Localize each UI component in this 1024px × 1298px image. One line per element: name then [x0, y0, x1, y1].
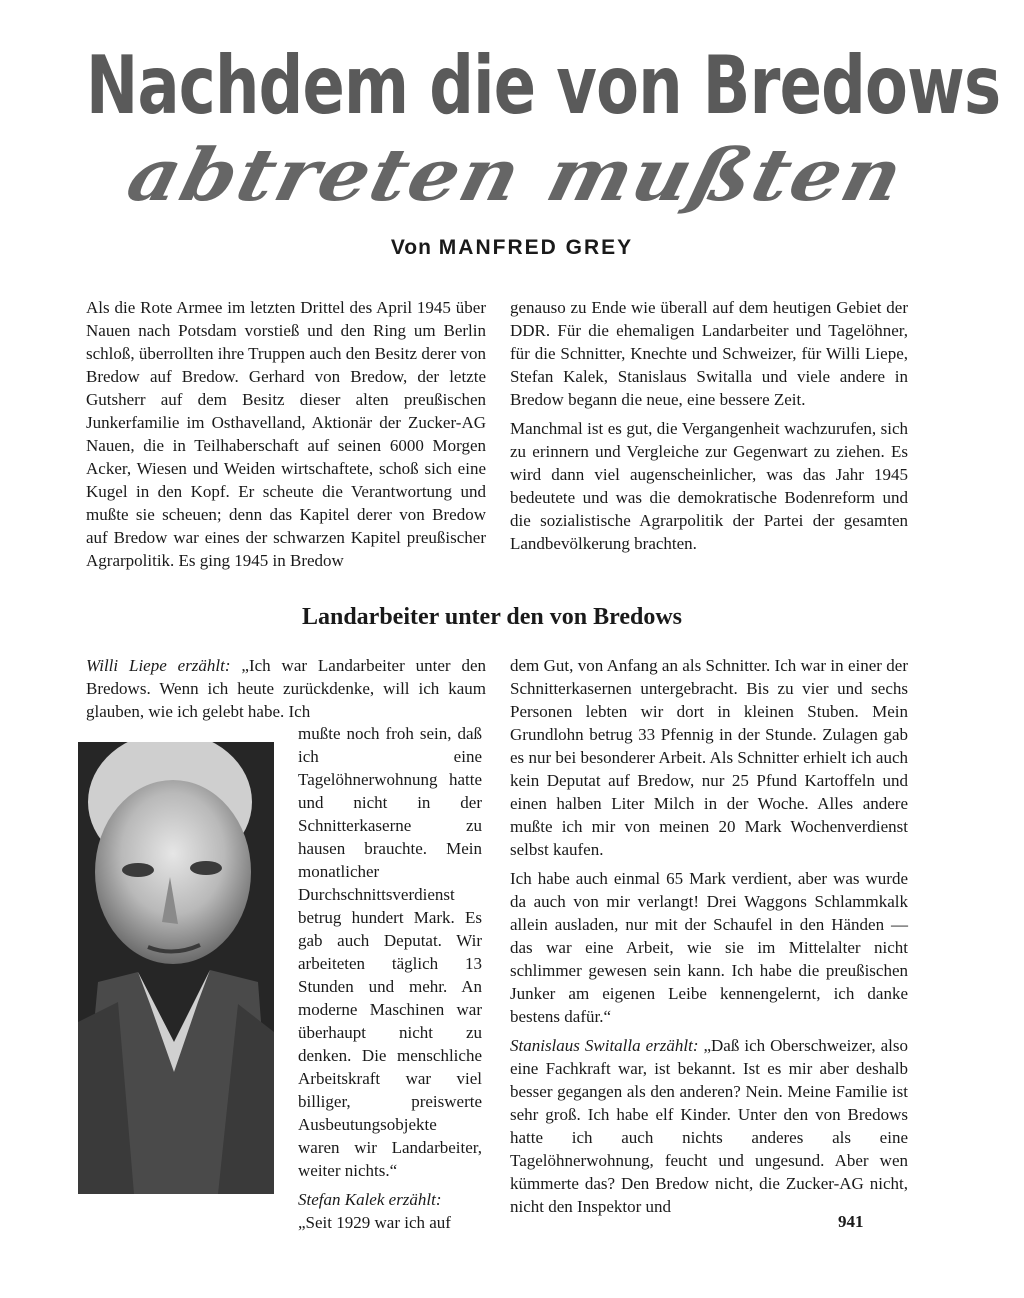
- speaker-name: Stanislaus Switalla erzählt:: [510, 1036, 699, 1055]
- page-number: 941: [838, 1212, 864, 1231]
- byline: [0, 236, 1024, 260]
- testimony-paragraph: dem Gut, von Anfang an als Schnitter. Ich war in einer der Schnitterkasernen untergebracht. Bis zu vier und sechs Personen lebten wir dort in kleinen Stuben. Mein Grundlohn betrug 33 Pfennig in der Stunde. Zulagen gab es nur bei besonderer Arbeit. Als Schnitter erhielt ich auch kein Deputat auf Bredow, nur 25 Pfund Kartoffeln und einen halben Liter Milch in der Woche. Alles andere mußte ich mir von meinen 20 Mark Wochenverdienst selbst kaufen.: [510, 656, 908, 859]
- section-left-top: [86, 654, 486, 729]
- intro-paragraph: Als die Rote Armee im letzten Drittel des April 1945 über Nauen nach Potsdam vorstieß und den Ring um Berlin schloß, überrollten ihre Truppen auch den Besitz derer von Bredow auf Bredow. Gerhard von Bredow, der letzte Gutsherr auf dem Besitz dieser alten preußischen Junkerfamilie im Osthavelland, Aktionär der Zucker-AG Nauen, die in Teilhaberschaft auf seinen 6000 Morgen Acker, Wiesen und Weiden wirtschaftete, schoß sich eine Kugel in den Kopf. Er scheute die Verantwortung und mußte sie scheuen; denn das Kapitel derer von Bredow auf Bredow war eines der schwarzen Kapitel preußischer Agrarpolitik. Es ging 1945 in Bredow: [86, 298, 486, 570]
- testimony-paragraph: Ich habe auch einmal 65 Mark verdient, aber was wurde da auch von mir verlangt! Drei Waggons Schlammkalk allein ausladen, nur mit der Schaufel in den Händen — das war eine Arbeit, wie sie im Mittelalter nicht schlimmer gewesen sein kann. Ich habe die preußischen Junker am eigenen Leibe kennengelernt, ich danke bestens dafür.“: [510, 869, 908, 1026]
- section-right-column: [510, 654, 908, 1224]
- testimony-text: „Ich war Landarbeiter unter den Bredows. Wenn ich heute zurückdenke, will ich kaum glauben, wie ich gelebt habe. Ich: [86, 656, 487, 721]
- section-heading: Landarbeiter unter den von Bredows: [301, 604, 683, 630]
- testimony-paragraph: [86, 654, 486, 723]
- testimony-text: „Daß ich Oberschweizer, also eine Fachkraft war, ist bekannt. Ist es mir aber deshalb besser gegangen als den anderen? Nein. Meine Familie ist sehr groß. Ich habe elf Kinder. Unter den von Bredows hatte ich auch nichts anderes als eine Tagelöhnerwohnung, feucht und ungesund. Aber wen kümmerte das? Den Bredow nicht, die Zucker-AG nicht, nicht den Inspektor und: [510, 1036, 908, 1216]
- portrait-image: [78, 742, 274, 1194]
- intro-column-left: [86, 296, 486, 578]
- section-left-narrow: [298, 722, 482, 1240]
- testimony-paragraph: [510, 1034, 908, 1218]
- portrait-photo: [78, 742, 274, 1194]
- testimony-paragraph: [298, 1188, 482, 1234]
- testimony-text: „Seit 1929 war ich auf: [298, 1213, 451, 1232]
- headline-line-2: abtreten mußten: [119, 132, 914, 217]
- speaker-name: Stefan Kalek erzählt:: [298, 1190, 442, 1209]
- byline-author: MANFRED GREY: [438, 236, 634, 259]
- intro-paragraph: genauso zu Ende wie überall auf dem heutigen Gebiet der DDR. Für die ehemaligen Landarbeiter und Tagelöhner, für die Schnitter, Knechte und Schweizer, für Willi Liepe, Stefan Kalek, Stanislaus Switalla und viele andere in Bredow begann die neue, eine bessere Zeit.: [510, 298, 908, 409]
- headline-line-1: Nachdem die von Bredows: [86, 39, 1001, 132]
- intro-paragraph: Manchmal ist es gut, die Vergangenheit wachzurufen, sich zu erinnern und Vergleiche zur Gegenwart zu ziehen. Es wird dann viel augenscheinlicher, was das Jahr 1945 bedeutete und was die demokratische Bodenreform und die sozialistische Agrarpolitik der Partei der gesamten Landbevölkerung brachten.: [510, 419, 908, 553]
- byline-prefix: Von: [390, 236, 432, 259]
- intro-column-right: [510, 296, 908, 561]
- speaker-name: Willi Liepe erzählt:: [86, 656, 231, 675]
- testimony-paragraph: mußte noch froh sein, daß ich eine Tagelöhnerwohnung hatte und nicht in der Schnitterkaserne zu hausen brauchte. Mein monatlicher Durchschnittsverdienst betrug hundert Mark. Es gab auch Deputat. Wir arbeiteten täglich 13 Stunden und mehr. An moderne Maschinen war überhaupt nicht zu denken. Die menschliche Arbeitskraft war viel billiger, preiswerte Ausbeutungsobjekte waren wir Landarbeiter, weiter nichts.“: [298, 724, 482, 1180]
